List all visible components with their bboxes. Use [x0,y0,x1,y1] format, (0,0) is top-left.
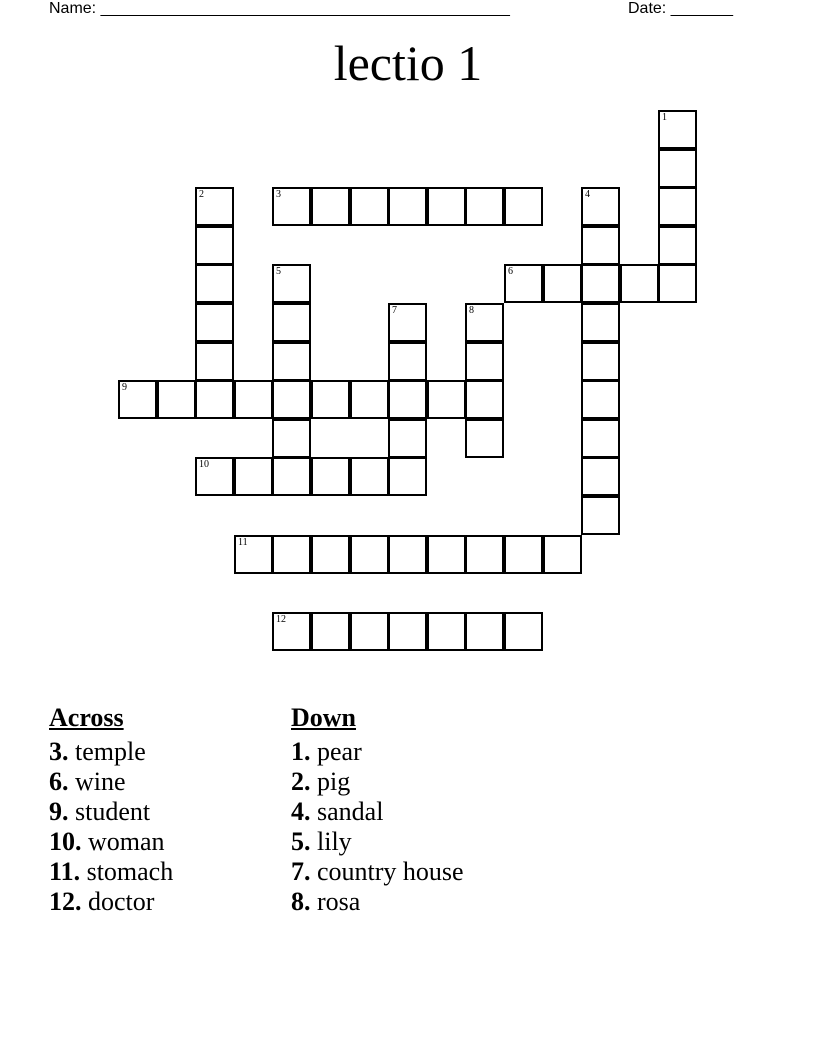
clue-number: 9 [122,382,127,393]
grid-cell[interactable] [465,419,504,458]
clue-num: 11. [49,857,81,886]
grid-cell[interactable] [195,303,234,342]
grid-cell[interactable] [581,342,620,381]
grid-cell[interactable] [272,457,311,496]
grid-cell[interactable] [118,380,157,419]
grid-cell[interactable] [311,187,350,226]
grid-cell[interactable] [272,419,311,458]
clue-text: temple [68,737,146,766]
across-clue [49,737,173,767]
grid-cell[interactable] [427,380,466,419]
down-clue [291,857,464,887]
down-clue [291,737,464,767]
clue-number: 8 [469,305,474,316]
grid-cell[interactable] [350,535,389,574]
clue-text: lily [310,827,352,856]
grid-cell[interactable] [504,535,543,574]
grid-cell[interactable] [658,149,697,188]
grid-cell[interactable] [388,380,427,419]
grid-cell[interactable] [465,380,504,419]
grid-cell[interactable] [272,303,311,342]
grid-cell[interactable] [504,187,543,226]
grid-cell[interactable] [543,535,582,574]
clue-number: 7 [392,305,397,316]
grid-cell[interactable] [427,535,466,574]
grid-cell[interactable] [388,612,427,651]
clue-num: 10. [49,827,82,856]
grid-cell[interactable] [427,612,466,651]
page-title: lectio 1 [333,35,483,91]
clue-num: 5. [291,827,311,856]
grid-cell[interactable] [195,226,234,265]
grid-cell[interactable] [427,187,466,226]
grid-cell[interactable] [195,380,234,419]
clue-num: 9. [49,797,69,826]
grid-cell[interactable] [272,264,311,303]
grid-cell[interactable] [581,380,620,419]
clue-text: rosa [310,887,361,916]
grid-cell[interactable] [195,342,234,381]
clue-number: 3 [276,189,281,200]
grid-cell[interactable] [311,612,350,651]
clue-num: 7. [291,857,311,886]
clue-num: 12. [49,887,82,916]
across-clue [49,827,173,857]
grid-cell[interactable] [195,264,234,303]
grid-cell[interactable] [272,612,311,651]
down-heading: Down [291,703,357,732]
grid-cell[interactable] [350,612,389,651]
across-clue [49,857,173,887]
grid-cell[interactable] [465,303,504,342]
clue-num: 3. [49,737,69,766]
grid-cell[interactable] [195,457,234,496]
grid-cell[interactable] [581,496,620,535]
grid-cell[interactable] [658,110,697,149]
grid-cell[interactable] [388,457,427,496]
across-heading: Across [49,703,124,732]
grid-cell[interactable] [581,419,620,458]
clue-text: doctor [81,887,155,916]
clue-number: 2 [199,189,204,200]
grid-cell[interactable] [234,380,273,419]
down-clue [291,767,464,797]
grid-cell[interactable] [388,419,427,458]
clue-number: 12 [276,614,286,625]
grid-cell[interactable] [504,264,543,303]
grid-cell[interactable] [388,187,427,226]
grid-cell[interactable] [465,535,504,574]
clue-text: sandal [310,797,384,826]
across-clue [49,887,173,917]
grid-cell[interactable] [658,264,697,303]
clue-text: pig [310,767,351,796]
grid-cell[interactable] [350,380,389,419]
down-clue [291,797,464,827]
grid-cell[interactable] [311,535,350,574]
grid-cell[interactable] [581,303,620,342]
grid-cell[interactable] [465,187,504,226]
grid-cell[interactable] [234,535,273,574]
grid-cell[interactable] [272,535,311,574]
grid-cell[interactable] [465,342,504,381]
name-line: Name: ______________________________________________ [49,0,510,17]
grid-cell[interactable] [388,535,427,574]
down-clue [291,827,464,857]
grid-cell[interactable] [581,226,620,265]
grid-cell[interactable] [581,457,620,496]
clue-text: student [68,797,151,826]
clue-number: 11 [238,537,248,548]
grid-cell[interactable] [350,457,389,496]
clue-text: country house [310,857,464,886]
clue-number: 4 [585,189,590,200]
grid-cell[interactable] [157,380,196,419]
clue-num: 2. [291,767,311,796]
grid-cell[interactable] [272,342,311,381]
grid-cell[interactable] [272,380,311,419]
across-clues [49,703,173,917]
grid-cell[interactable] [581,264,620,303]
grid-cell[interactable] [620,264,659,303]
down-clues [291,703,464,917]
across-clue [49,767,173,797]
grid-cell[interactable] [543,264,582,303]
grid-cell[interactable] [658,226,697,265]
grid-cell[interactable] [195,187,234,226]
clue-num: 8. [291,887,311,916]
clue-num: 1. [291,737,311,766]
grid-cell[interactable] [234,457,273,496]
grid-cell[interactable] [388,342,427,381]
clue-number: 5 [276,266,281,277]
grid-cell[interactable] [581,187,620,226]
grid-cell[interactable] [311,380,350,419]
clue-num: 6. [49,767,69,796]
clue-text: wine [68,767,126,796]
grid-cell[interactable] [504,612,543,651]
grid-cell[interactable] [272,187,311,226]
grid-cell[interactable] [658,187,697,226]
grid-cell[interactable] [388,303,427,342]
clue-text: woman [81,827,165,856]
down-clue [291,887,464,917]
grid-cell[interactable] [465,612,504,651]
across-clue [49,797,173,827]
date-line: Date: _______ [628,0,733,17]
clue-text: pear [310,737,362,766]
grid-cell[interactable] [311,457,350,496]
clue-text: stomach [80,857,174,886]
clue-num: 4. [291,797,311,826]
clue-number: 6 [508,266,513,277]
grid-cell[interactable] [350,187,389,226]
clue-number: 1 [662,112,667,123]
clue-number: 10 [199,459,209,470]
